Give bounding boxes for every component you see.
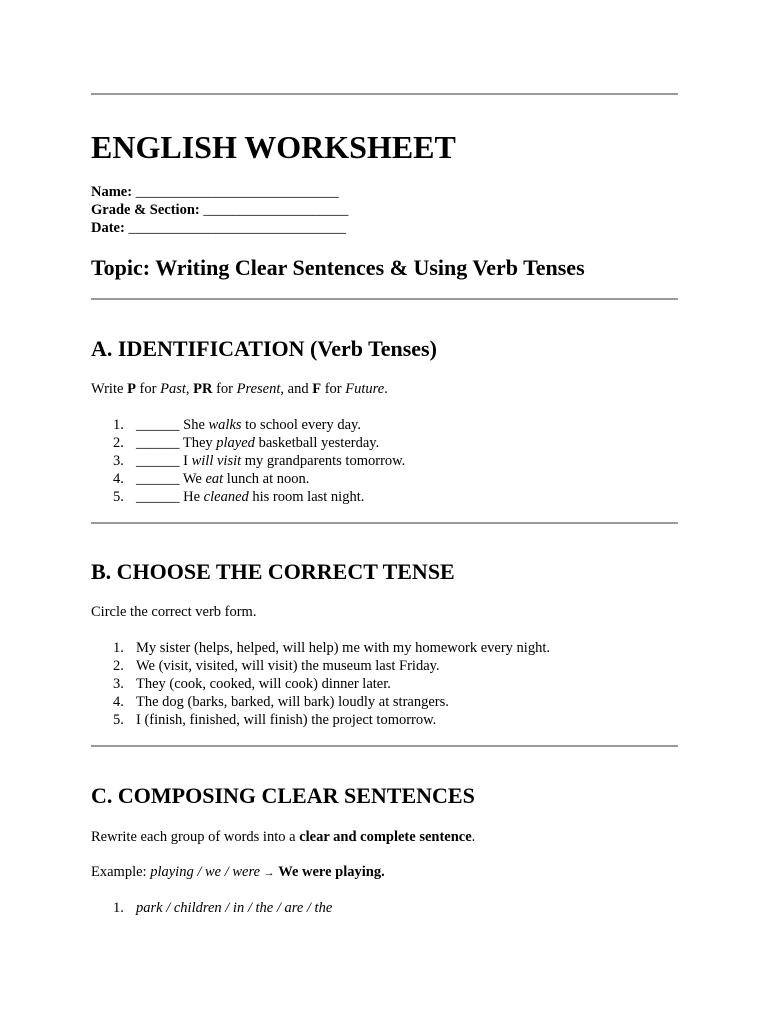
grade-section-field — [91, 201, 348, 219]
answer-blank[interactable]: ______ — [136, 417, 180, 433]
section-c-instructions: Rewrite each group of words into a clear and complete sentence. — [91, 829, 476, 845]
answer-blank[interactable]: ______ — [136, 471, 180, 487]
section-a-instructions: Write P for Past, PR for Present, and F for Future. — [91, 381, 388, 397]
list-item: 3. ______ I will visit my grandparents tomorrow. — [113, 453, 406, 469]
date-field — [91, 219, 346, 237]
date-label: Date: — [91, 220, 125, 236]
section-c-heading: C. COMPOSING CLEAR SENTENCES — [91, 783, 475, 808]
grade-section-label: Grade & Section: — [91, 202, 200, 218]
answer-blank[interactable]: ______ — [136, 489, 180, 505]
section-a-list — [91, 416, 405, 506]
list-item: 3. They (cook, cooked, will cook) dinner later. — [113, 676, 391, 692]
section-b-heading: B. CHOOSE THE CORRECT TENSE — [91, 559, 455, 584]
list-item: 1. My sister (helps, helped, will help) me with my homework every night. — [113, 640, 550, 656]
answer-blank[interactable]: ______ — [136, 453, 180, 469]
section-a-heading: A. IDENTIFICATION (Verb Tenses) — [91, 336, 437, 361]
list-item: 1. ______ She walks to school every day. — [113, 417, 361, 433]
name-label: Name: — [91, 184, 133, 200]
date-blank[interactable]: ______________________________ — [128, 220, 346, 236]
name-blank[interactable]: ____________________________ — [135, 184, 339, 200]
right-arrow-icon: → — [263, 867, 275, 879]
divider-top — [91, 93, 678, 95]
list-item: 4. ______ We eat lunch at noon. — [113, 471, 310, 487]
section-c-example: Example: playing / we / were → We were playing. — [91, 864, 385, 880]
divider-b — [91, 745, 678, 747]
list-item: 1. park / children / in / the / are / the — [113, 900, 333, 916]
section-b-instructions: Circle the correct verb form. — [91, 604, 257, 620]
name-field — [91, 183, 339, 201]
grade-section-blank[interactable]: ____________________ — [203, 202, 349, 218]
section-c-list — [91, 899, 332, 917]
list-item: 5. ______ He cleaned his room last night. — [113, 489, 365, 505]
topic-heading: Topic: Writing Clear Sentences & Using Verb Tenses — [91, 255, 585, 280]
divider-topic — [91, 298, 678, 300]
list-item: 5. I (finish, finished, will finish) the project tomorrow. — [113, 712, 437, 728]
list-item: 4. The dog (barks, barked, will bark) loudly at strangers. — [113, 694, 449, 710]
list-item: 2. ______ They played basketball yesterday. — [113, 435, 380, 451]
divider-a — [91, 522, 678, 524]
worksheet-title: ENGLISH WORKSHEET — [91, 129, 456, 165]
list-item: 2. We (visit, visited, will visit) the museum last Friday. — [113, 658, 440, 674]
answer-blank[interactable]: ______ — [136, 435, 180, 451]
section-b-list — [91, 639, 550, 729]
